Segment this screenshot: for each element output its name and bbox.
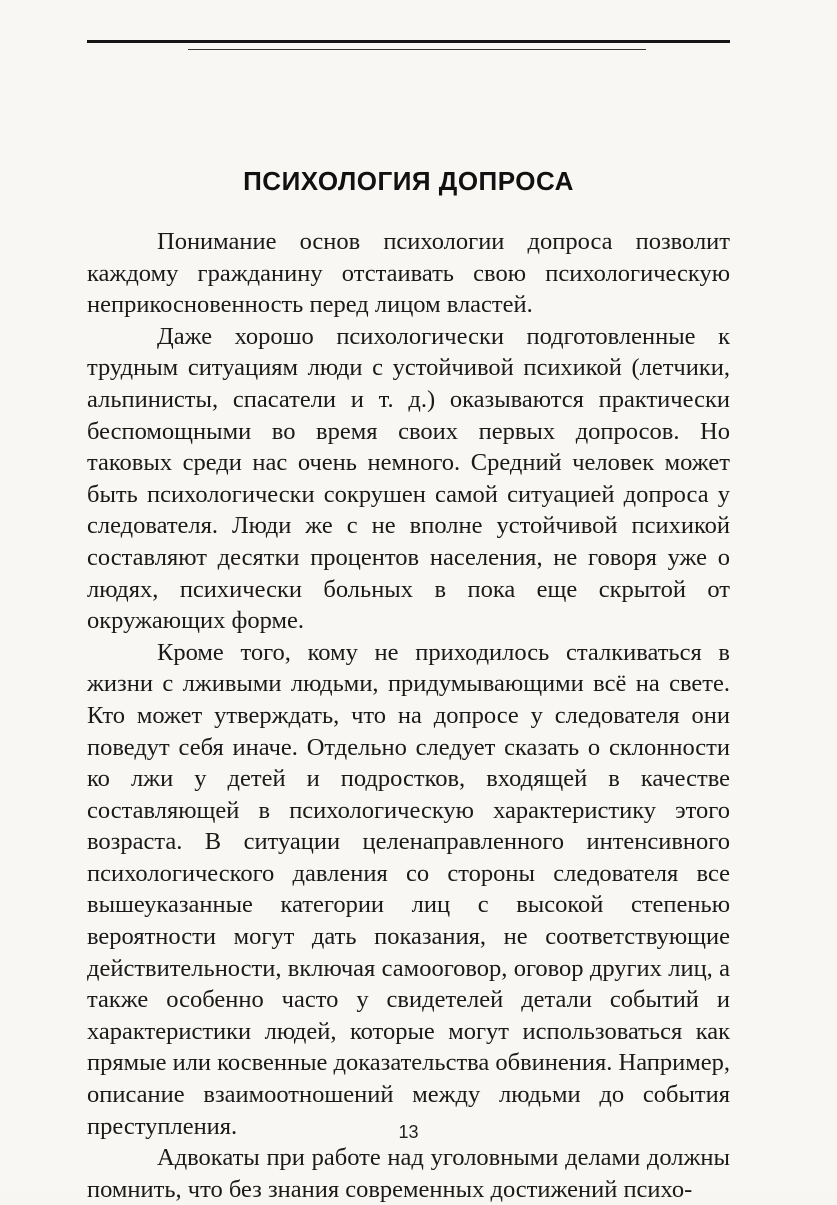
page-number: 13: [398, 1122, 419, 1142]
chapter-title: ПСИХОЛОГИЯ ДОПРОСА: [243, 166, 574, 196]
paragraph-1: Понимание основ психологии допроса позволит каждому гражданину отстаивать свою психологическую неприкосновенность перед лицом властей.: [87, 228, 730, 319]
paragraph-2: Даже хорошо психологически подготовленные к трудным ситуациям люди с устойчивой психикой (летчики, альпинисты, спасатели и т. д.) оказываются практически беспомощными во время своих первых допросов. Но таковых среди нас очень немного. Средний человек может быть психологически сокрушен самой ситуацией допроса у следователя. Люди же с не вполне устойчивой психикой составляют десятки процентов населения, не говоря уже о людях, психически больных в пока еще скрытой от окружающих форме.: [87, 322, 730, 635]
paragraph-3: Кроме того, кому не приходилось сталкиваться в жизни с лживыми людьми, придумывающими всё на свете. Кто может утверждать, что на допросе у следователя они поведут себя иначе. Отдельно следует сказать о склонности ко лжи у детей и подростков, входящей в качестве составляющей в психологическую характеристику этого возраста. В ситуации целенаправленного интенсивного психологического давления со стороны следователя все вышеуказанные категории лиц с высокой степенью вероятности могут дать показания, не соответствующие действительности, включая самооговор, оговор других лиц, а также особенно часто у свидетелей детали событий и характеристики людей, которые могут использоваться как прямые или косвенные доказательства обвинения. Например, описание взаимоотношений между людьми до события преступления.: [87, 638, 730, 1140]
paragraph-4: Адвокаты при работе над уголовными делами должны помнить, что без знания современных достижений психо-: [87, 1144, 730, 1203]
header-rule-thin: [188, 49, 646, 50]
chapter-body: [87, 226, 730, 1205]
header-rule-thick: [87, 40, 730, 43]
